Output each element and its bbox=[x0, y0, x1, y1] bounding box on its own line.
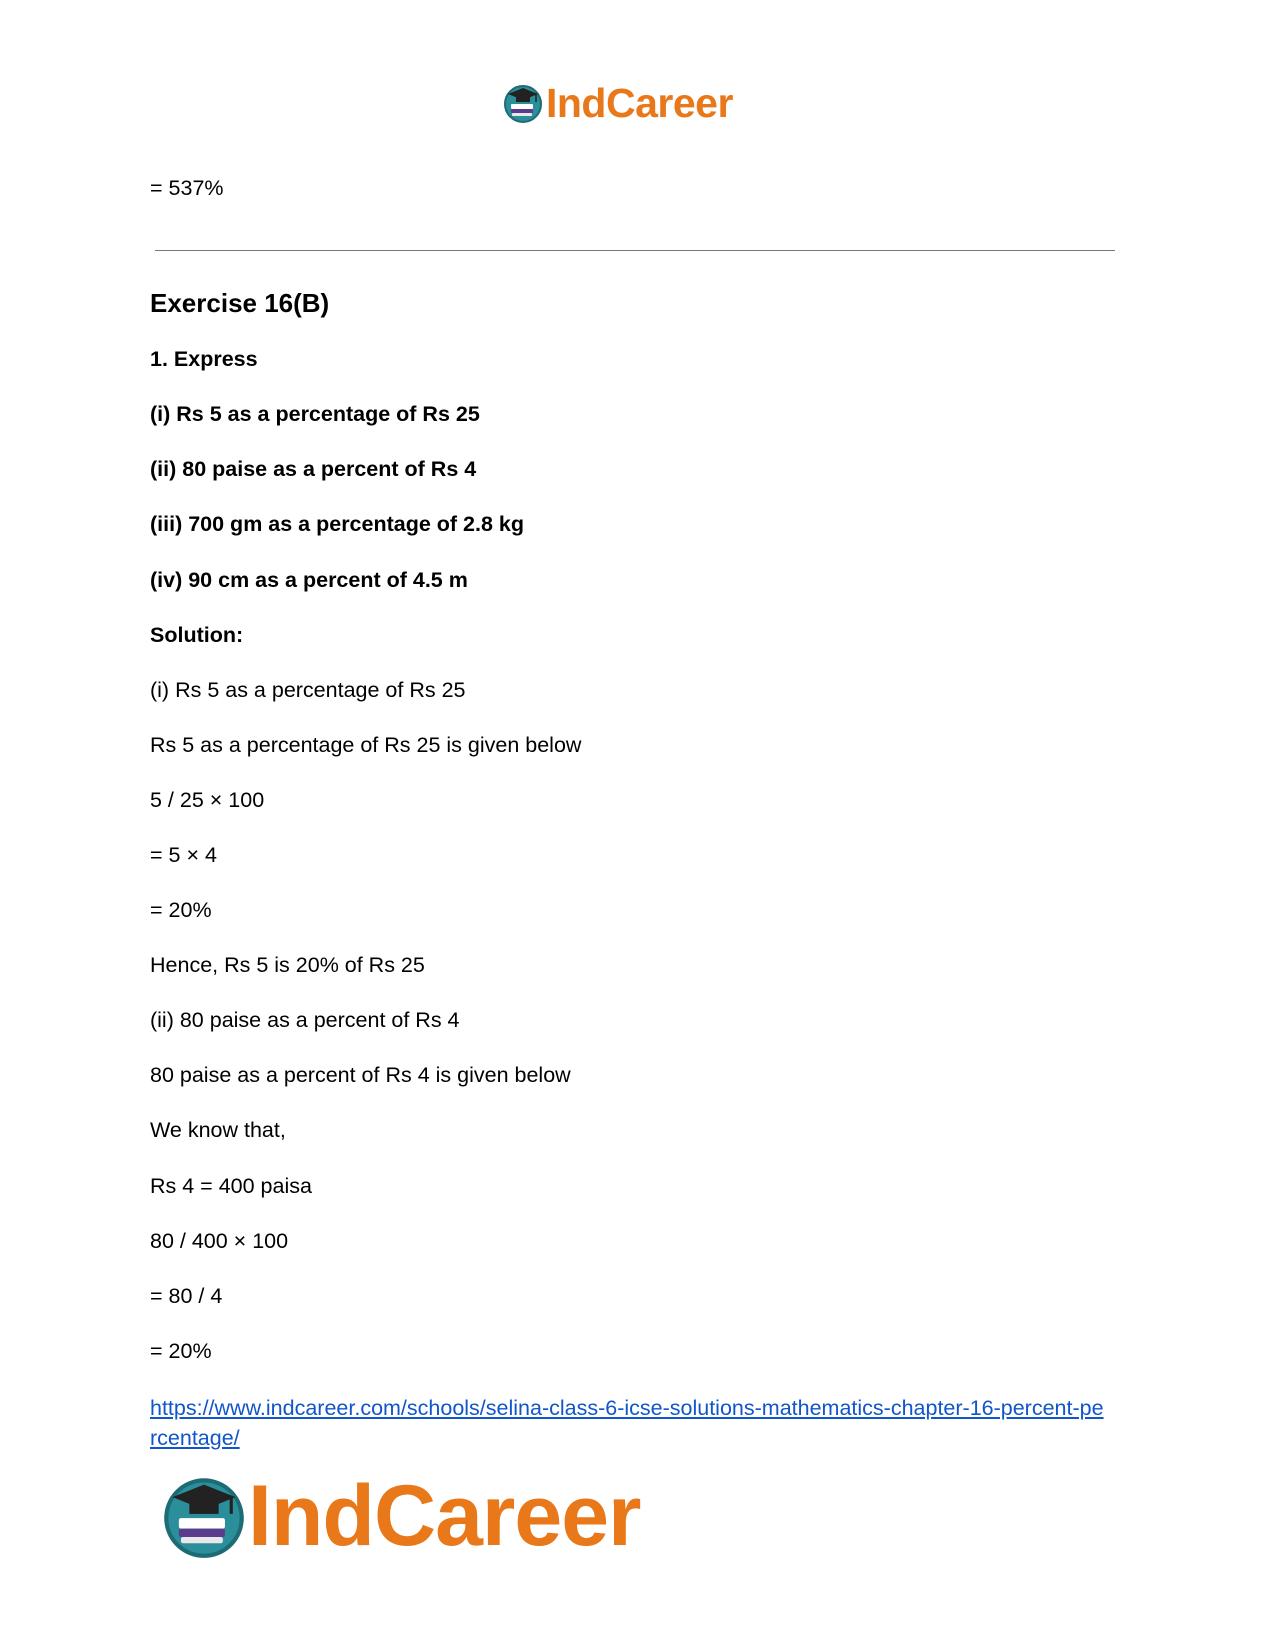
solution-line: = 5 × 4 bbox=[150, 843, 217, 867]
solution-line: Rs 5 as a percentage of Rs 25 is given below bbox=[150, 733, 582, 757]
graduation-book-icon bbox=[160, 1472, 248, 1560]
graduation-book-icon bbox=[502, 82, 544, 124]
logo-text: IndCareer bbox=[248, 1467, 641, 1564]
solution-line: = 80 / 4 bbox=[150, 1284, 223, 1308]
previous-result-line: = 537% bbox=[150, 176, 224, 200]
solution-line: Rs 4 = 400 paisa bbox=[150, 1174, 312, 1198]
solution-line: We know that, bbox=[150, 1118, 286, 1142]
header-logo bbox=[502, 78, 733, 128]
solution-line: 80 / 400 × 100 bbox=[150, 1229, 289, 1253]
question-part-4: (iv) 90 cm as a percent of 4.5 m bbox=[150, 568, 468, 592]
question-part-2: (ii) 80 paise as a percent of Rs 4 bbox=[150, 457, 477, 481]
exercise-title: Exercise 16(B) bbox=[150, 288, 330, 318]
solution-line: 80 paise as a percent of Rs 4 is given below bbox=[150, 1063, 571, 1087]
solution-line: = 20% bbox=[150, 898, 212, 922]
question-part-3: (iii) 700 gm as a percentage of 2.8 kg bbox=[150, 512, 525, 536]
solution-label: Solution: bbox=[150, 623, 244, 647]
source-url-link[interactable]: https://www.indcareer.com/schools/selina-class-6-icse-solutions-mathematics-chapter-16-percent-percentage/ bbox=[150, 1396, 1104, 1450]
question-part-1: (i) Rs 5 as a percentage of Rs 25 bbox=[150, 402, 480, 426]
solution-line: (i) Rs 5 as a percentage of Rs 25 bbox=[150, 678, 466, 702]
question-title: 1. Express bbox=[150, 347, 258, 371]
solution-line: (ii) 80 paise as a percent of Rs 4 bbox=[150, 1008, 460, 1032]
section-divider bbox=[155, 250, 1115, 251]
logo-text: IndCareer bbox=[546, 79, 733, 126]
footer-logo bbox=[160, 1466, 641, 1566]
solution-line: Hence, Rs 5 is 20% of Rs 25 bbox=[150, 953, 425, 977]
solution-line: = 20% bbox=[150, 1339, 212, 1363]
solution-line: 5 / 25 × 100 bbox=[150, 788, 265, 812]
